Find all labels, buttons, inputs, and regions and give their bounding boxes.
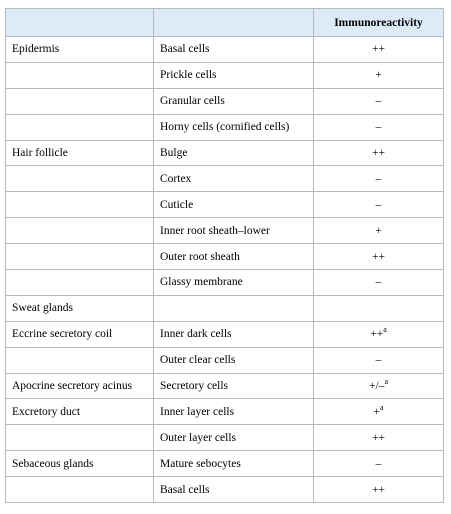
table-header bbox=[6, 9, 444, 37]
immunoreactivity-cell bbox=[314, 347, 444, 373]
header-region bbox=[6, 9, 154, 37]
table-row bbox=[6, 192, 444, 218]
table-row bbox=[6, 295, 444, 321]
immunoreactivity-value: ++ bbox=[372, 147, 385, 159]
footnote-marker: a bbox=[379, 403, 384, 413]
immunoreactivity-cell bbox=[314, 37, 444, 63]
immunoreactivity-value: – bbox=[375, 172, 382, 185]
cell-type-cell: Outer clear cells bbox=[154, 347, 314, 373]
immunoreactivity-cell bbox=[314, 62, 444, 88]
immunoreactivity-cell bbox=[314, 218, 444, 244]
immunoreactivity-value: + bbox=[375, 224, 382, 237]
immunoreactivity-cell bbox=[314, 373, 444, 399]
immunoreactivity-cell bbox=[314, 244, 444, 270]
region-cell bbox=[6, 477, 154, 503]
footnote-marker: a bbox=[383, 325, 387, 335]
header-cell-type bbox=[154, 9, 314, 37]
immunoreactivity-value: ++ bbox=[372, 483, 385, 496]
table-row bbox=[6, 321, 444, 347]
immunoreactivity-cell bbox=[314, 451, 444, 477]
immunoreactivity-value: – bbox=[375, 198, 382, 211]
immunoreactivity-value: – bbox=[375, 457, 382, 470]
cell-type-cell: Granular cells bbox=[154, 88, 314, 114]
immunoreactivity-cell bbox=[314, 321, 444, 347]
region-cell bbox=[6, 166, 154, 192]
immunoreactivity-value: ++ bbox=[370, 328, 384, 341]
immunoreactivity-value: + bbox=[373, 405, 380, 418]
immunoreactivity-value: – bbox=[375, 95, 382, 108]
immunoreactivity-cell bbox=[314, 114, 444, 140]
table-row bbox=[6, 140, 444, 166]
table-row bbox=[6, 62, 444, 88]
table-row bbox=[6, 37, 444, 63]
region-cell: Sebaceous glands bbox=[6, 451, 154, 477]
region-cell bbox=[6, 62, 154, 88]
cell-type-cell: Outer layer cells bbox=[154, 425, 314, 451]
table-row bbox=[6, 270, 444, 296]
region-cell: Epidermis bbox=[6, 37, 154, 63]
cell-type-cell: Secretory cells bbox=[154, 373, 314, 399]
table-row bbox=[6, 166, 444, 192]
cell-type-cell: Bulge bbox=[154, 140, 314, 166]
table-body bbox=[6, 37, 444, 503]
immunoreactivity-value: ++ bbox=[372, 43, 385, 56]
table-row bbox=[6, 244, 444, 270]
immunoreactivity-cell bbox=[314, 140, 444, 166]
immunoreactivity-value: – bbox=[375, 354, 382, 367]
region-cell bbox=[6, 192, 154, 218]
region-cell bbox=[6, 425, 154, 451]
table-row bbox=[6, 477, 444, 503]
region-cell: Apocrine secretory acinus bbox=[6, 373, 154, 399]
immunoreactivity-value: – bbox=[375, 276, 382, 289]
immunoreactivity-value: – bbox=[375, 121, 382, 134]
immunoreactivity-cell bbox=[314, 477, 444, 503]
table-row bbox=[6, 451, 444, 477]
region-cell bbox=[6, 114, 154, 140]
cell-type-cell bbox=[154, 295, 314, 321]
region-cell bbox=[6, 218, 154, 244]
table-row bbox=[6, 218, 444, 244]
cell-type-cell: Inner root sheath–lower bbox=[154, 218, 314, 244]
region-cell: Hair follicle bbox=[6, 140, 154, 166]
header-row bbox=[6, 9, 444, 37]
region-cell: Eccrine secretory coil bbox=[6, 321, 154, 347]
region-cell bbox=[6, 347, 154, 373]
immunoreactivity-cell bbox=[314, 399, 444, 425]
immunoreactivity-cell bbox=[314, 166, 444, 192]
immunoreactivity-table bbox=[5, 8, 444, 503]
region-cell bbox=[6, 270, 154, 296]
footnote-marker: a bbox=[384, 377, 388, 387]
region-cell: Sweat glands bbox=[6, 295, 154, 321]
table-row bbox=[6, 347, 444, 373]
header-immunoreactivity: Immunoreactivity bbox=[314, 9, 444, 37]
immunoreactivity-cell bbox=[314, 295, 444, 321]
cell-type-cell: Horny cells (cornified cells) bbox=[154, 114, 314, 140]
immunoreactivity-cell bbox=[314, 192, 444, 218]
cell-type-cell: Glassy membrane bbox=[154, 270, 314, 296]
cell-type-cell: Prickle cells bbox=[154, 62, 314, 88]
region-cell bbox=[6, 244, 154, 270]
immunoreactivity-value: +/– bbox=[369, 380, 385, 393]
table-row bbox=[6, 425, 444, 451]
table-row bbox=[6, 88, 444, 114]
table-row bbox=[6, 399, 444, 425]
region-cell bbox=[6, 88, 154, 114]
table-row bbox=[6, 373, 444, 399]
cell-type-cell: Outer root sheath bbox=[154, 244, 314, 270]
table-row bbox=[6, 114, 444, 140]
immunoreactivity-value: ++ bbox=[372, 431, 385, 444]
immunoreactivity-cell bbox=[314, 270, 444, 296]
cell-type-cell: Basal cells bbox=[154, 37, 314, 63]
cell-type-cell: Basal cells bbox=[154, 477, 314, 503]
cell-type-cell: Inner layer cells bbox=[154, 399, 314, 425]
cell-type-cell: Cuticle bbox=[154, 192, 314, 218]
immunoreactivity-cell bbox=[314, 425, 444, 451]
immunoreactivity-cell bbox=[314, 88, 444, 114]
immunoreactivity-value: + bbox=[375, 69, 382, 82]
cell-type-cell: Mature sebocytes bbox=[154, 451, 314, 477]
region-cell: Excretory duct bbox=[6, 399, 154, 425]
cell-type-cell: Inner dark cells bbox=[154, 321, 314, 347]
cell-type-cell: Cortex bbox=[154, 166, 314, 192]
immunoreactivity-value: ++ bbox=[372, 250, 385, 263]
